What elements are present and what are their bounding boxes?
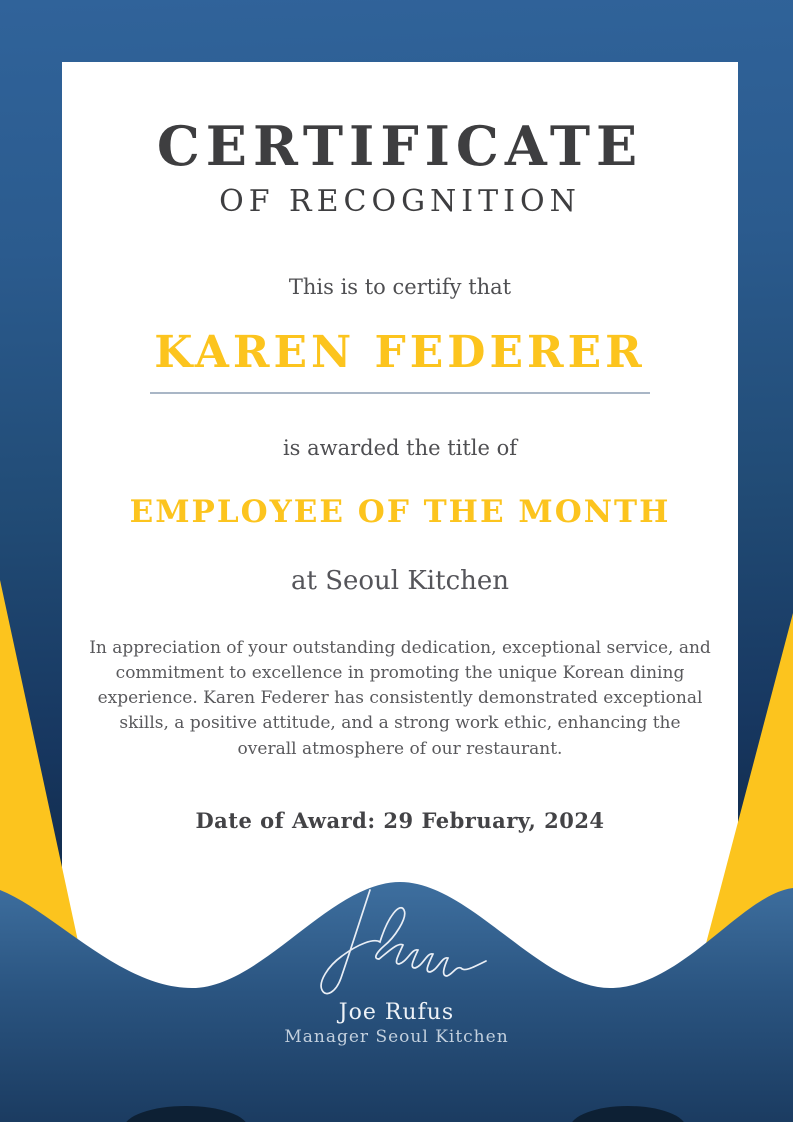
signer-name: Joe Rufus bbox=[338, 1000, 455, 1025]
description-text: In appreciation of your outstanding dedication, exceptional service, and commitment to excellence in promoting the unique Korean dining experience. Karen Federer has consistently demonstrated exceptional skills, a positive attitude, and a strong work ethic, enhancing the overall atmosphere of our restaurant. bbox=[89, 638, 711, 759]
recipient-name: KAREN FEDERER bbox=[154, 327, 646, 378]
name-underline bbox=[150, 392, 650, 394]
organization-line: at Seoul Kitchen bbox=[290, 566, 510, 596]
award-date: Date of Award: 29 February, 2024 bbox=[195, 807, 605, 833]
certificate-title: CERTIFICATE bbox=[156, 114, 644, 178]
certify-line: This is to certify that bbox=[288, 275, 512, 299]
award-line: is awarded the title of bbox=[282, 436, 518, 460]
certificate-subtitle: OF RECOGNITION bbox=[219, 184, 581, 219]
signature-wrap bbox=[0, 884, 793, 1000]
award-title: EMPLOYEE OF THE MONTH bbox=[129, 494, 671, 530]
certificate-card bbox=[62, 62, 738, 1010]
signer-role: Manager Seoul Kitchen bbox=[284, 1027, 509, 1047]
signature-block bbox=[0, 884, 793, 1047]
signature-icon bbox=[308, 884, 493, 1000]
